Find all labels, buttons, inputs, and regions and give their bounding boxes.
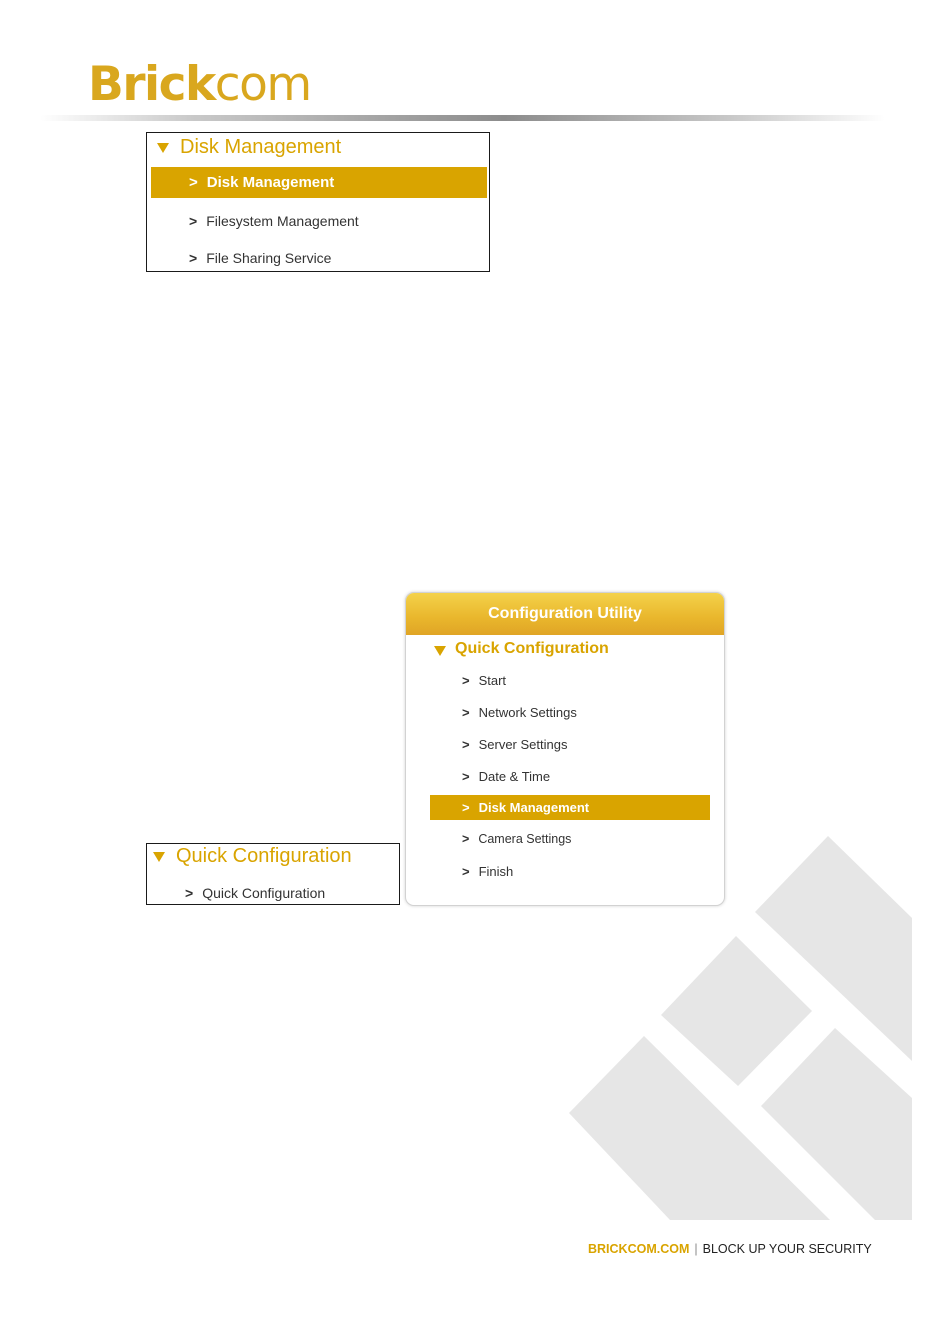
- menu-item-label: Camera Settings: [478, 832, 572, 846]
- brickcom-logo: [88, 57, 311, 112]
- chevron-right-icon: >: [462, 864, 470, 879]
- menu-item-server-settings[interactable]: [462, 737, 567, 752]
- brick-shape: [661, 936, 812, 1086]
- footer-separator: |: [694, 1242, 698, 1256]
- menu-item-network-settings[interactable]: [462, 705, 577, 720]
- quick-configuration-title[interactable]: Quick Configuration: [176, 845, 352, 867]
- brick-pattern-decoration: [560, 830, 912, 1222]
- chevron-right-icon: >: [462, 737, 470, 752]
- chevron-right-icon: >: [462, 832, 470, 846]
- menu-item-label: Start: [478, 673, 507, 688]
- chevron-right-icon: >: [189, 174, 198, 191]
- chevron-right-icon: >: [189, 250, 198, 266]
- chevron-right-icon: >: [462, 673, 470, 688]
- chevron-right-icon: >: [189, 213, 198, 229]
- menu-item-filesystem-management[interactable]: [189, 213, 359, 229]
- menu-item-label: Disk Management: [206, 174, 335, 191]
- caret-down-icon[interactable]: [153, 852, 165, 862]
- menu-item-label: Disk Management: [478, 800, 590, 815]
- page-footer: [588, 1242, 872, 1256]
- menu-item-camera-settings[interactable]: [462, 832, 571, 846]
- footer-site-link[interactable]: BRICKCOM.COM: [588, 1242, 690, 1256]
- caret-down-icon[interactable]: [434, 646, 446, 656]
- menu-item-label: Finish: [478, 864, 514, 879]
- quick-configuration-section-title[interactable]: Quick Configuration: [455, 640, 609, 657]
- menu-item-start[interactable]: [462, 673, 506, 688]
- header-divider: [40, 115, 885, 121]
- menu-item-finish[interactable]: [462, 864, 513, 879]
- menu-item-file-sharing-service[interactable]: [189, 250, 331, 266]
- chevron-right-icon: >: [185, 885, 194, 901]
- caret-down-icon[interactable]: [157, 143, 169, 153]
- logo-light-text: com: [214, 57, 311, 112]
- chevron-right-icon: >: [462, 705, 470, 720]
- footer-tagline: BLOCK UP YOUR SECURITY: [702, 1242, 872, 1256]
- menu-item-label: Date & Time: [478, 769, 551, 784]
- menu-item-label: File Sharing Service: [206, 250, 332, 266]
- chevron-right-icon: >: [462, 769, 470, 784]
- chevron-right-icon: >: [462, 800, 470, 815]
- menu-item-label: Filesystem Management: [206, 213, 359, 229]
- menu-item-disk-management[interactable]: [151, 167, 487, 198]
- disk-management-section-title[interactable]: Disk Management: [180, 136, 342, 158]
- quick-configuration-menu: [146, 843, 400, 905]
- menu-item-date-time[interactable]: [462, 769, 550, 784]
- logo-bold-text: Brick: [88, 57, 215, 112]
- menu-item-disk-management-active[interactable]: [430, 795, 710, 820]
- menu-item-label: Server Settings: [478, 737, 568, 752]
- menu-item-quick-configuration[interactable]: [185, 885, 325, 901]
- panel-header: Configuration Utility: [406, 593, 724, 635]
- disk-management-menu: [146, 132, 490, 272]
- menu-item-label: Quick Configuration: [202, 885, 326, 901]
- menu-item-label: Network Settings: [478, 705, 577, 720]
